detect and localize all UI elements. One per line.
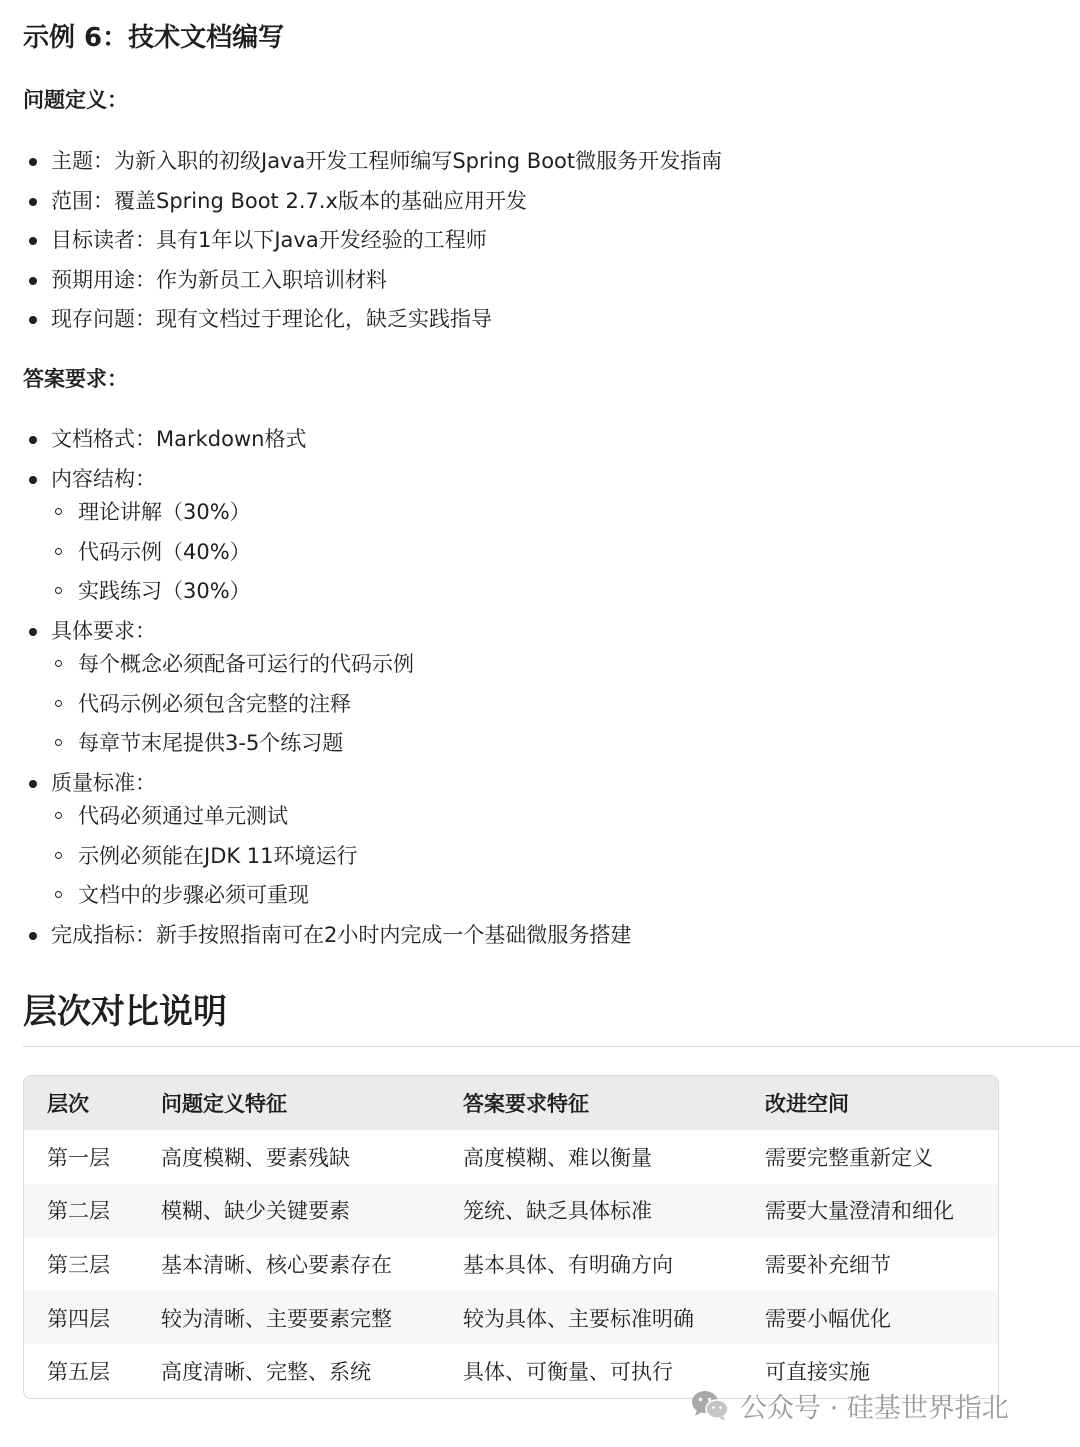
comparison-title: 层次对比说明 xyxy=(23,992,227,1032)
bullet-icon xyxy=(29,277,37,285)
table-cell: 具体、可衡量、可执行 xyxy=(463,1360,673,1385)
circle-bullet-icon xyxy=(55,508,62,515)
list-item: 文档格式：Markdown格式 xyxy=(0,420,631,460)
sub-list-item: 示例必须能在JDK 11环境运行 xyxy=(51,837,631,877)
table-cell: 需要小幅优化 xyxy=(765,1306,891,1331)
table-cell: 第五层 xyxy=(47,1360,110,1385)
table-cell: 需要完整重新定义 xyxy=(765,1145,933,1170)
table-cell: 第四层 xyxy=(47,1306,110,1331)
table-cell: 较为清晰、主要要素完整 xyxy=(161,1306,392,1331)
watermark-text: 公众号 · 硅基世界指北 xyxy=(740,1392,1009,1424)
column-header-improvement: 改进空间 xyxy=(765,1092,849,1116)
table-cell: 笼统、缺乏具体标准 xyxy=(463,1199,652,1224)
table-cell: 需要补充细节 xyxy=(765,1252,891,1277)
bullet-icon xyxy=(29,780,37,788)
circle-bullet-icon xyxy=(55,700,62,707)
table-row xyxy=(24,1184,999,1238)
list-item: 现存问题：现有文档过于理论化，缺乏实践指导 xyxy=(0,300,722,340)
circle-bullet-icon xyxy=(55,587,62,594)
sub-list-item: 代码必须通过单元测试 xyxy=(51,797,631,837)
list-item: 质量标准： 代码必须通过单元测试 示例必须能在JDK 11环境运行 文档中的步骤必须可重现 xyxy=(0,764,631,916)
circle-bullet-icon xyxy=(55,660,62,667)
list-item: 预期用途：作为新员工入职培训材料 xyxy=(0,261,722,301)
list-item: 内容结构： 理论讲解（30%） 代码示例（40%） 实践练习（30%） xyxy=(0,460,631,612)
sub-list xyxy=(51,797,631,916)
section-divider xyxy=(23,1046,1080,1047)
column-header-problem: 问题定义特征 xyxy=(161,1092,287,1116)
table-cell: 基本具体、有明确方向 xyxy=(463,1252,673,1277)
table-cell: 高度模糊、难以衡量 xyxy=(463,1145,652,1170)
bullet-icon xyxy=(29,436,37,444)
table-cell: 可直接实施 xyxy=(765,1360,870,1385)
answer-requirements-heading: 答案要求： xyxy=(23,367,128,391)
bullet-icon xyxy=(29,198,37,206)
wechat-icon xyxy=(690,1388,730,1422)
circle-bullet-icon xyxy=(55,852,62,859)
bullet-icon xyxy=(29,158,37,166)
table-cell: 较为具体、主要标准明确 xyxy=(463,1306,694,1331)
sub-list-item: 每个概念必须配备可运行的代码示例 xyxy=(51,645,631,685)
sub-list xyxy=(51,645,631,764)
sub-list xyxy=(51,493,631,612)
sub-list-item: 文档中的步骤必须可重现 xyxy=(51,876,631,916)
list-item: 目标读者：具有1年以下Java开发经验的工程师 xyxy=(0,221,722,261)
comparison-table-container xyxy=(23,1075,999,1399)
sub-list-item: 每章节末尾提供3-5个练习题 xyxy=(51,724,631,764)
table-cell: 高度清晰、完整、系统 xyxy=(161,1360,371,1385)
sub-list-item: 实践练习（30%） xyxy=(51,572,631,612)
table-cell: 模糊、缺少关键要素 xyxy=(161,1199,350,1224)
circle-bullet-icon xyxy=(55,891,62,898)
problem-definition-heading: 问题定义： xyxy=(23,88,128,112)
table-row xyxy=(24,1237,999,1291)
sub-list-item: 代码示例必须包含完整的注释 xyxy=(51,685,631,725)
table-row xyxy=(24,1291,999,1345)
list-item: 具体要求： 每个概念必须配备可运行的代码示例 代码示例必须包含完整的注释 每章节末尾提供3-5个练习题 xyxy=(0,612,631,764)
table-cell: 第二层 xyxy=(47,1199,110,1224)
table-cell: 基本清晰、核心要素存在 xyxy=(161,1252,392,1277)
bullet-icon xyxy=(29,932,37,940)
circle-bullet-icon xyxy=(55,812,62,819)
bullet-icon xyxy=(29,476,37,484)
problem-definition-list xyxy=(0,142,722,340)
list-item: 主题：为新入职的初级Java开发工程师编写Spring Boot微服务开发指南 xyxy=(0,142,722,182)
circle-bullet-icon xyxy=(55,548,62,555)
bullet-icon xyxy=(29,237,37,245)
table-cell: 需要大量澄清和细化 xyxy=(765,1199,954,1224)
comparison-table xyxy=(24,1076,999,1398)
answer-requirements-list xyxy=(0,420,631,955)
list-item: 完成指标：新手按照指南可在2小时内完成一个基础微服务搭建 xyxy=(0,916,631,956)
bullet-icon xyxy=(29,628,37,636)
column-header-level: 层次 xyxy=(47,1092,89,1116)
list-item: 范围：覆盖Spring Boot 2.7.x版本的基础应用开发 xyxy=(0,182,722,222)
circle-bullet-icon xyxy=(55,739,62,746)
sub-list-item: 代码示例（40%） xyxy=(51,533,631,573)
column-header-answer: 答案要求特征 xyxy=(463,1092,589,1116)
table-row xyxy=(24,1130,999,1184)
bullet-icon xyxy=(29,316,37,324)
watermark xyxy=(690,1385,1009,1425)
table-header-row xyxy=(24,1076,999,1130)
table-cell: 第三层 xyxy=(47,1252,110,1277)
example-title: 示例 6：技术文档编写 xyxy=(23,23,285,53)
table-cell: 高度模糊、要素残缺 xyxy=(161,1145,350,1170)
table-cell: 第一层 xyxy=(47,1145,110,1170)
sub-list-item: 理论讲解（30%） xyxy=(51,493,631,533)
